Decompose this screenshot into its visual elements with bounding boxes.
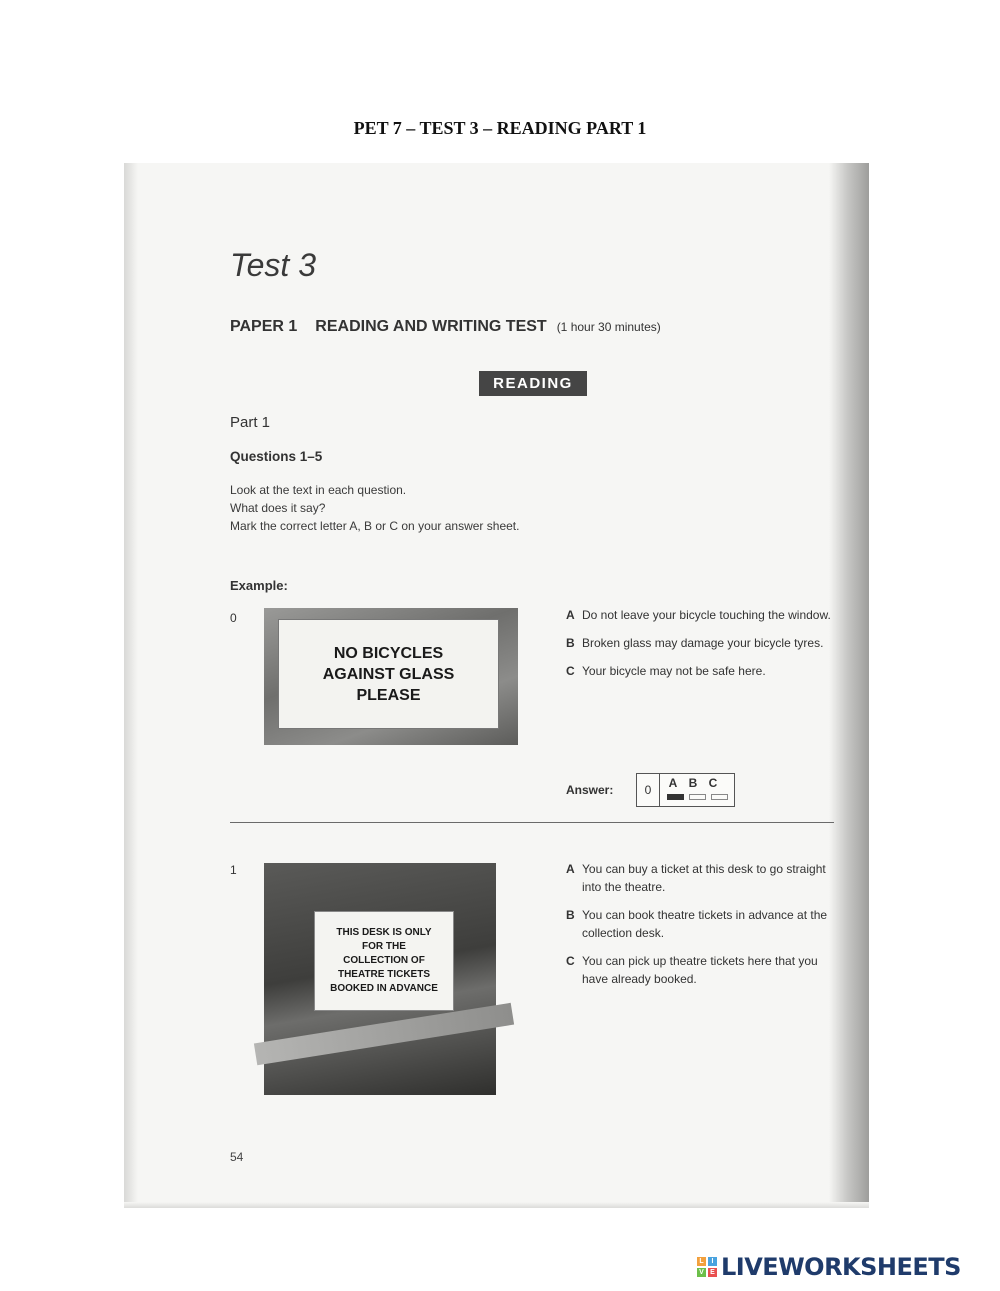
example-option-b: [566, 634, 841, 652]
worksheet-title: PET 7 – TEST 3 – READING PART 1: [353, 118, 647, 138]
sign-line: THEATRE TICKETS: [337, 969, 431, 980]
part-heading: Part 1: [230, 414, 271, 431]
question-number: 1: [230, 863, 237, 877]
scanned-page: [124, 163, 869, 1208]
option-letter: B: [566, 636, 575, 650]
sign-line: THIS DESK IS ONLY: [336, 927, 432, 938]
example-sign-photo: [264, 608, 518, 745]
option-letter: B: [566, 908, 575, 922]
scan-shadow-left: [124, 163, 138, 1208]
logo-cell: V: [697, 1268, 706, 1277]
option-text: Broken glass may damage your bicycle tyres.: [582, 636, 824, 650]
option-letter: A: [566, 862, 575, 876]
question1-option-b: [566, 906, 841, 942]
option-text: You can pick up theatre tickets here that you have already booked.: [582, 954, 818, 986]
answer-letters: [667, 776, 719, 790]
logo-cell: E: [708, 1268, 717, 1277]
question1-option-a: [566, 860, 841, 896]
option-text: You can book theatre tickets in advance at the collection desk.: [582, 908, 828, 940]
answer-mark-b: [689, 794, 706, 800]
instructions: [230, 481, 519, 535]
instruction-line: Look at the text in each question.: [230, 483, 407, 497]
answer-letter: A: [668, 776, 678, 790]
logo-brand-text: LIVEWORKSHEETS: [721, 1253, 961, 1281]
sign-line: BOOKED IN ADVANCE: [330, 983, 438, 994]
paper-label: PAPER 1: [230, 318, 298, 335]
logo-cell: L: [697, 1257, 706, 1266]
sign-line: COLLECTION OF: [343, 955, 425, 966]
answer-mark-c: [711, 794, 728, 800]
instruction-line: What does it say?: [230, 501, 326, 515]
sign-line: AGAINST GLASS: [322, 665, 455, 683]
section-banner: READING: [479, 371, 587, 396]
question1-sign-photo: [264, 863, 496, 1095]
example-option-a: [566, 606, 841, 624]
answer-mark-a-filled: [667, 794, 684, 800]
option-letter: C: [566, 664, 575, 678]
example-sign: [278, 619, 499, 729]
paper-line: [230, 318, 661, 336]
answer-marks: [667, 794, 728, 800]
sign-line: NO BICYCLES: [333, 644, 444, 662]
option-text: Do not leave your bicycle touching the window.: [582, 608, 831, 622]
answer-box: [636, 773, 735, 807]
paper-duration: (1 hour 30 minutes): [556, 320, 661, 334]
logo-icon: [697, 1257, 717, 1277]
instruction-line: Mark the correct letter A, B or C on your answer sheet.: [230, 519, 520, 533]
sign-line: FOR THE: [362, 941, 406, 952]
answer-letter: B: [688, 776, 698, 790]
answer-letter: C: [708, 776, 718, 790]
option-text: You can buy a ticket at this desk to go straight into the theatre.: [582, 862, 826, 894]
questions-range: Questions 1–5: [230, 449, 323, 464]
option-text: Your bicycle may not be safe here.: [582, 664, 766, 678]
example-option-c: [566, 662, 841, 680]
example-number: 0: [230, 611, 237, 625]
liveworksheets-logo[interactable]: [697, 1253, 961, 1281]
scan-shadow-bottom: [124, 1202, 869, 1208]
section-divider: [230, 822, 834, 823]
paper-name: READING AND WRITING TEST: [315, 318, 547, 335]
option-letter: A: [566, 608, 575, 622]
sign-line: PLEASE: [356, 686, 421, 704]
example-label: Example:: [230, 578, 288, 593]
question1-sign: [314, 911, 454, 1011]
photo-counter-edge: [254, 1003, 514, 1065]
page-number: 54: [230, 1150, 244, 1164]
logo-cell: I: [708, 1257, 717, 1266]
test-heading: Test 3: [230, 247, 316, 283]
example-options: [566, 606, 841, 690]
answer-number: 0: [637, 774, 660, 806]
question1-options: [566, 860, 841, 998]
option-letter: C: [566, 954, 575, 968]
answer-label: Answer:: [566, 783, 614, 797]
question1-option-c: [566, 952, 841, 988]
